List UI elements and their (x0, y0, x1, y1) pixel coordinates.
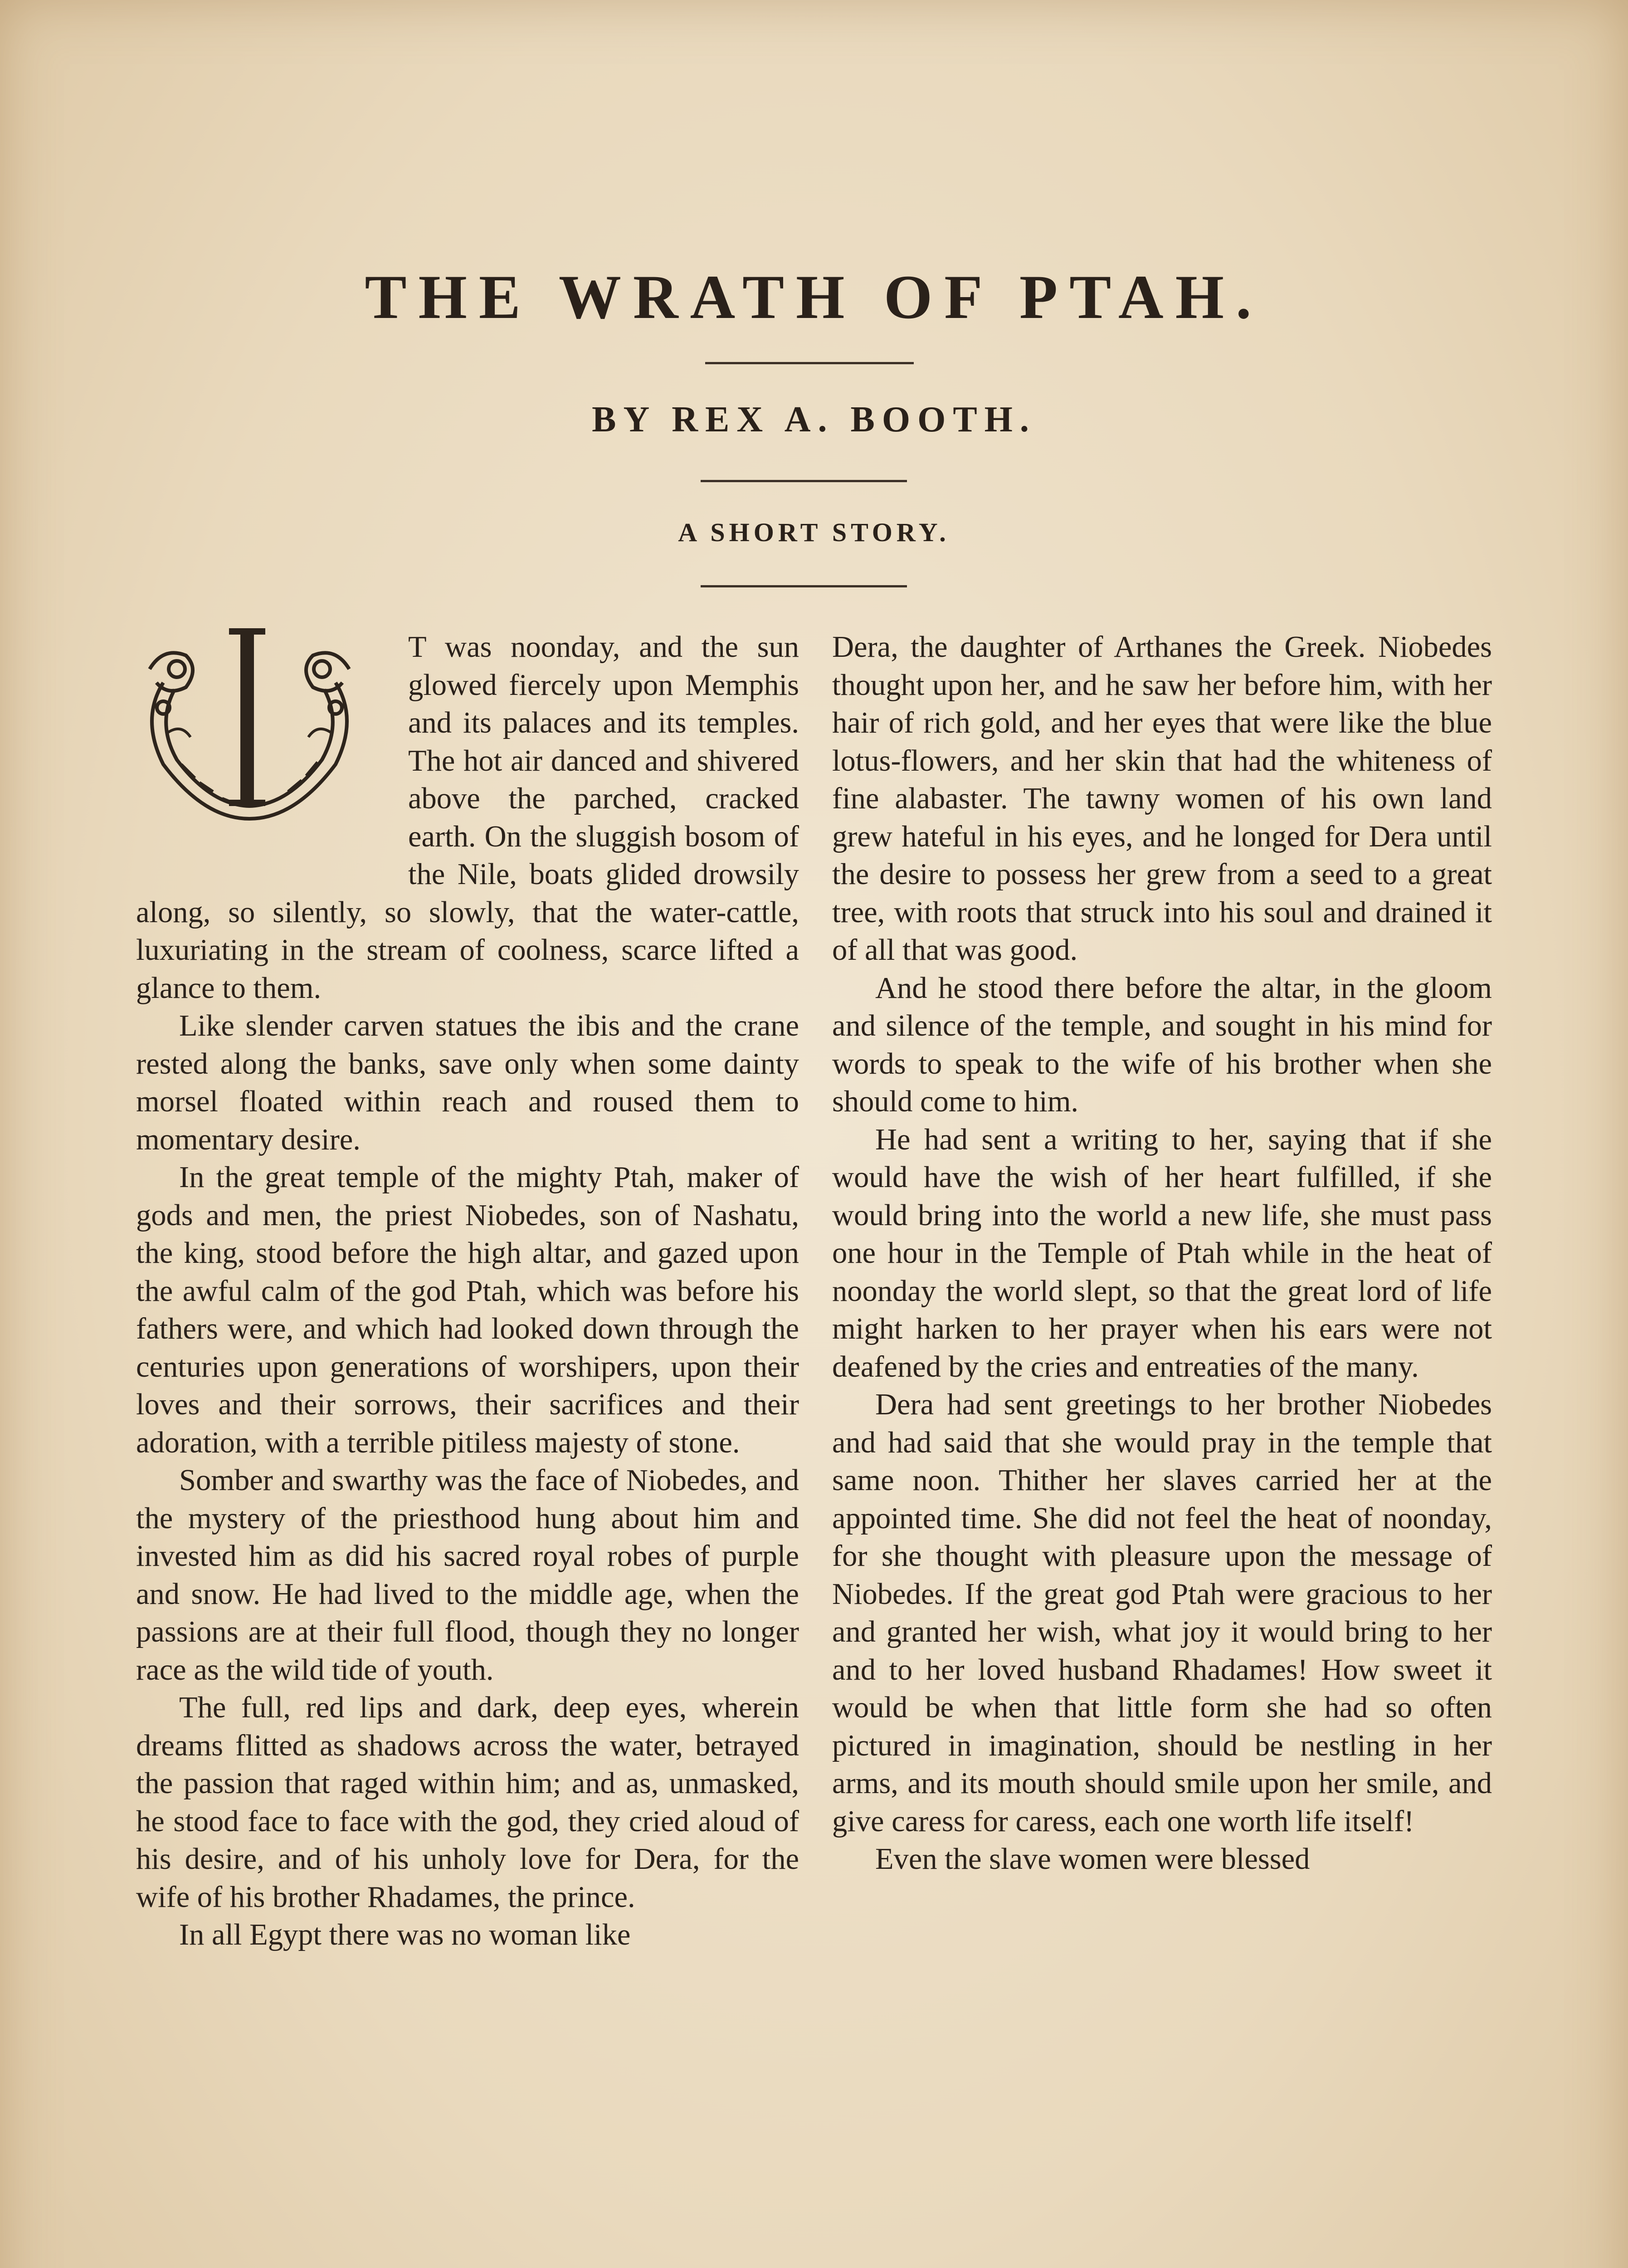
title-rule (705, 362, 914, 364)
right-paragraph-4: Dera had sent greetings to her brother Niobedes and had said that she would pray in the temple that same noon. Thither her slaves carried her at the appointed time. She did not feel the heat of noonday, for she thought with pleasure upon the message of Niobedes. If the great god Ptah were gracious to her and granted her wish, what joy it would bring to her and to her loved husband Rhadames! How sweet it would be when that little form she had so often pictured in imagination, should be nestling in her arms, and its mouth should smile upon her smile, and give caress for caress, each one worth life itself! (832, 1388, 1492, 1838)
right-paragraph-3: He had sent a writing to her, saying that if she would have the wish of her heart fulfilled, if she would bring into the world a new life, she must pass one hour in the Temple of Ptah while in the heat of noonday the world slept, so that the great lord of life might harken to her prayer when his ears were not deafened by the cries and entreaties of the many. (832, 1123, 1492, 1383)
left-column (136, 628, 799, 1954)
article-title: THE WRATH OF PTAH. (365, 262, 1263, 332)
drop-cap-letter-bar (240, 628, 254, 805)
vine-ornament-icon (136, 628, 363, 823)
left-paragraph-2: Like slender carven statues the ibis and the crane rested along the banks, save only when some dainty morsel floated within reach and roused them to momentary desire. (136, 1009, 799, 1156)
left-paragraph-1: T was noonday, and the sun glowed fiercely upon Memphis and its palaces and its temples. The hot air danced and shivered above the parched, cracked earth. On the sluggish bosom of the Nile, boats glided drowsily along, so silently, so slowly, that the water-cattle, luxuriating in the stream of coolness, scarce lifted a glance to them. (136, 631, 799, 1005)
article-byline: BY REX A. BOOTH. (592, 400, 1036, 440)
left-paragraph-6: In all Egypt there was no woman like (179, 1918, 631, 1951)
subtitle-rule (701, 585, 907, 587)
right-paragraph-2: And he stood there before the altar, in the gloom and silence of the temple, and sought in his mind for words to speak to the wife of his brother when she should come to him. (832, 971, 1492, 1118)
right-column (832, 628, 1492, 1878)
byline-rule (701, 480, 907, 482)
article-subtitle: A SHORT STORY. (678, 518, 950, 547)
drop-cap-ornament (136, 628, 408, 864)
right-paragraph-1: Dera, the daughter of Arthanes the Greek. Niobedes thought upon her, and he saw her before him, with her hair of rich gold, and her eyes that were like the blue lotus-flowers, and her skin that had the whiteness of fine alabaster. The tawny women of his own land grew hateful in his eyes, and he longed for Dera until the desire to possess her grew from a seed to a great tree, with roots that struck into his soul and drained it of all that was good. (832, 631, 1492, 967)
left-paragraph-4: Somber and swarthy was the face of Niobedes, and the mystery of the priesthood hung about him and invested him as did his sacred royal robes of purple and snow. He had lived to the middle age, when the passions are at their full flood, though they no longer race as the wild tide of youth. (136, 1464, 799, 1686)
left-paragraph-3: In the great temple of the mighty Ptah, maker of gods and men, the priest Niobedes, son of Nashatu, the king, stood before the high altar, and gazed upon the awful calm of the god Ptah, which was before his fathers were, and which had looked down through the centuries upon generations of worshipers, upon their loves and their sorrows, their sacrifices and their adoration, with a terrible pitiless majesty of stone. (136, 1161, 799, 1459)
left-paragraph-5: The full, red lips and dark, deep eyes, wherein dreams flitted as shadows across the water, betrayed the passion that raged within him; and as, unmasked, he stood face to face with the god, they cried aloud of his desire, and of his unholy love for Dera, for the wife of his brother Rhadames, the prince. (136, 1691, 799, 1914)
right-paragraph-5: Even the slave women were blessed (875, 1843, 1310, 1876)
